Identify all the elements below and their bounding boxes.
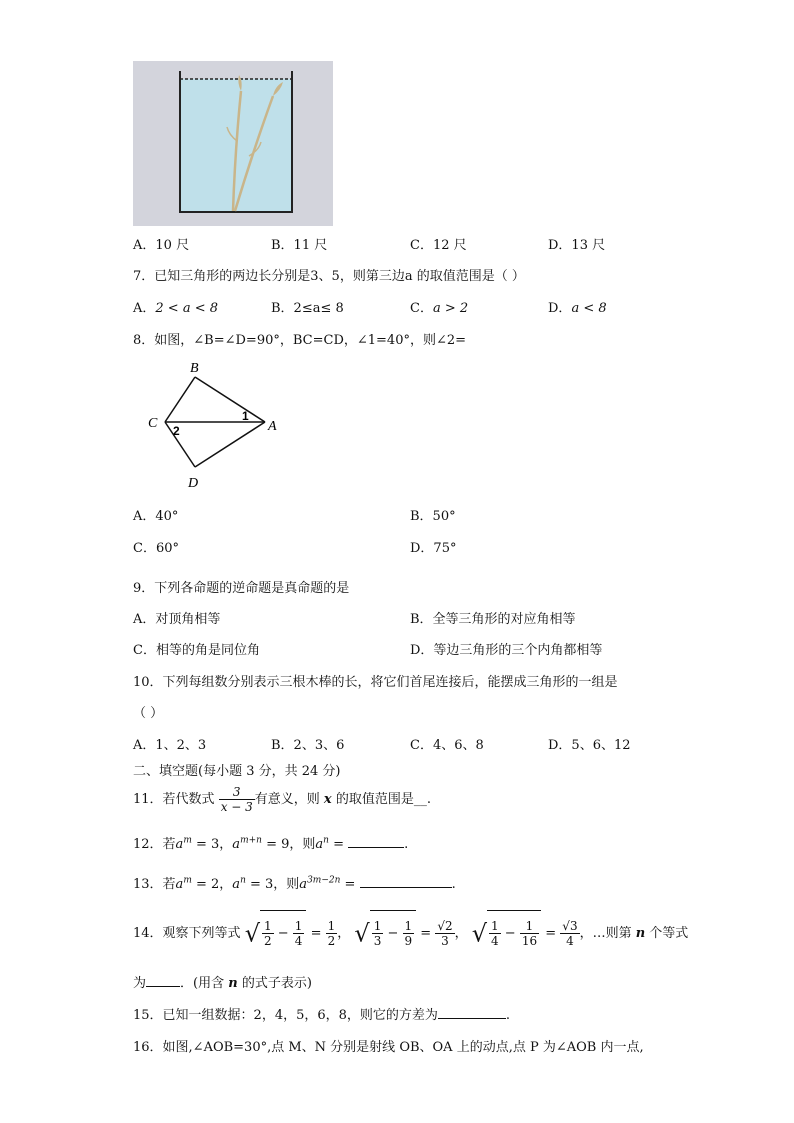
label-a: A: [268, 419, 277, 434]
q6-option-b: B．11 尺: [271, 238, 328, 253]
q12-exp3: n: [323, 835, 329, 846]
q8-option-a: A．40°: [133, 509, 179, 524]
q14-line2a: 为: [133, 976, 147, 991]
sqrt-icon: √: [354, 919, 370, 948]
q13-a3: a: [299, 877, 308, 892]
label-d: D: [188, 476, 199, 491]
q7-option-d-label: D．: [548, 301, 572, 316]
q14-f3a: 1: [491, 919, 499, 933]
q9-stem: 9．下列各命题的逆命题是真命题的是: [133, 581, 350, 596]
q11: [133, 780, 431, 820]
q15-stem: 15．已知一组数据：2，4，5，6，8，则它的方差为: [133, 1008, 438, 1023]
q14-r1d: 2: [327, 934, 336, 948]
q14-tail: ，…则第: [579, 926, 636, 941]
q14-f2c: 1: [404, 919, 413, 933]
q12-end: .: [404, 837, 409, 852]
q13-answer-blank[interactable]: [360, 875, 452, 888]
q11-suffix1: 有意义，则: [254, 792, 324, 807]
q10-option-a: A．1、2、3: [133, 738, 207, 753]
q8-stem: 8．如图，∠B=∠D=90°，BC=CD，∠1=40°，则∠2=: [133, 333, 467, 348]
label-b: B: [190, 361, 199, 376]
q11-prefix: 11．若代数式: [133, 792, 215, 807]
q12-eq3: =: [328, 837, 349, 852]
q8-figure: [140, 352, 290, 492]
q12-a1: a: [175, 837, 184, 852]
q13-prefix: 13．若: [133, 877, 176, 892]
q14-f1c: 1: [294, 919, 303, 933]
q10-stem: 10．下列每组数分别表示三根木棒的长，将它们首尾连接后，能摆成三角形的一组是: [133, 675, 618, 690]
q7-option-a: [133, 297, 218, 316]
segment-cd: [165, 422, 195, 467]
q11-suffix2: 的取值范围是__.: [331, 792, 431, 807]
q13-exp2: n: [240, 875, 246, 886]
q6-option-a: A．10 尺: [133, 238, 190, 253]
q14-n: n: [635, 926, 646, 941]
q14-f3d: 16: [521, 934, 538, 948]
q14-f3c: 1: [520, 919, 539, 934]
q14-prefix: 14．观察下列等式: [133, 926, 241, 941]
q14-r1n: 1: [327, 919, 336, 933]
q15: [133, 1004, 510, 1023]
q12-exp1: m: [183, 835, 192, 846]
q7-option-a-label: A．: [133, 301, 156, 316]
sqrt-icon: √: [244, 919, 260, 948]
q14-f1b: 2: [263, 934, 272, 948]
q10-option-b: B．2、3、6: [271, 738, 345, 753]
reed-in-pond-illustration: [133, 61, 333, 226]
q10-option-d: D．5、6、12: [548, 738, 631, 753]
q15-end: .: [505, 1008, 511, 1023]
q11-var: x: [323, 792, 332, 807]
q14-line2d: 的式子表示): [237, 976, 312, 991]
q14-f2b: 3: [373, 934, 382, 948]
q14-radicand-2: $\frac{1}{3}$ − $\frac{1}{9}$: [370, 910, 416, 957]
segment-da: [195, 422, 265, 467]
label-angle-2: 2: [173, 424, 180, 438]
section2-title: 二、填空题(每小题 3 分，共 24 分): [133, 764, 341, 779]
q13-eq2: = 3，则: [245, 877, 300, 892]
q14-radicand-1: $\frac{1}{2}$ − $\frac{1}{4}$: [260, 910, 306, 957]
q7-option-d: [548, 297, 607, 316]
q9-option-a: A．对顶角相等: [133, 612, 221, 627]
q9-option-d: D．等边三角形的三个内角都相等: [410, 643, 603, 658]
q7-option-c: [410, 297, 468, 316]
q13-eq1: = 2，: [191, 877, 233, 892]
q8-option-b: B．50°: [410, 509, 456, 524]
q9-option-c: C．相等的角是同位角: [133, 643, 260, 658]
q9-option-b: B．全等三角形的对应角相等: [410, 612, 576, 627]
reed-figure: [133, 61, 333, 226]
q14-f1d: 4: [294, 934, 303, 948]
q13-end: .: [451, 877, 456, 892]
q14-line2c: n: [228, 976, 238, 991]
q14-r3n: √3: [562, 919, 578, 933]
q14-r3d: 4: [566, 934, 574, 948]
q14-f2a: 1: [373, 919, 382, 933]
q7-option-d-math: a < 8: [571, 301, 607, 316]
q13: [133, 873, 456, 892]
q12-answer-blank[interactable]: [348, 835, 404, 848]
q14-answer-blank[interactable]: [146, 974, 180, 987]
kite-diagram: [140, 352, 290, 492]
q8-option-c: C．60°: [133, 541, 179, 556]
q6-option-c: C．12 尺: [410, 238, 467, 253]
q16-stem: 16．如图,∠AOB=30°,点 M、N 分别是射线 OB、OA 上的动点,点 P 为∠AOB 内一点,: [133, 1040, 644, 1055]
q13-exp1: m: [183, 875, 192, 886]
q13-a2: a: [232, 877, 241, 892]
q14-f1a: 1: [263, 919, 272, 933]
q13-eq3: =: [340, 877, 360, 892]
q10-option-c: C．4、6、8: [410, 738, 484, 753]
q14-f3b: 4: [491, 934, 499, 948]
label-c: C: [148, 416, 158, 431]
q15-answer-blank[interactable]: [438, 1006, 506, 1019]
q14: 14．观察下列等式 √ $\frac{1}{2}$ − $\frac{1}{4}$ = $\frac{1}{2}$ ， √ $\frac{1}{3}$ − $\frac{1}{9}$ = $\frac{√2}{3}$ ， √ $\frac{1}{4}$ − $\frac{1}{16}$ = $\frac{√3}{4}$ ，…则第 n 个等式: [133, 910, 688, 957]
q12-prefix: 12．若: [133, 837, 176, 852]
label-angle-1: 1: [242, 409, 249, 423]
sqrt-icon: √: [471, 919, 488, 948]
q8-option-d: D．75°: [410, 541, 457, 556]
q7-option-a-math: 2 < a < 8: [155, 301, 218, 316]
q7-option-b: B．2≤a≤ 8: [271, 301, 344, 316]
q14-r2n: √2: [437, 919, 453, 933]
q11-num: 3: [219, 785, 255, 800]
q12-a2: a: [232, 837, 241, 852]
q12-a3: a: [315, 837, 324, 852]
q7-option-c-math: a > 2: [432, 301, 469, 316]
q7-stem: 7．已知三角形的两边长分别是3、5，则第三边a 的取值范围是（ ）: [133, 269, 525, 284]
q10-paren: （ ）: [133, 706, 164, 721]
q12: [133, 833, 408, 852]
segment-ba: [195, 377, 265, 422]
q14-tail2: 个等式: [645, 926, 689, 941]
segment-cb: [165, 377, 195, 422]
q11-den: x − 3: [220, 800, 253, 814]
q13-a1: a: [175, 877, 184, 892]
q14-line2b: ．(用含: [180, 976, 229, 991]
q14-line2: [133, 972, 312, 991]
q14-r2d: 3: [441, 934, 449, 948]
q12-eq2: = 9，则: [261, 837, 316, 852]
q14-f2d: 9: [404, 934, 413, 948]
q11-fraction: [219, 785, 255, 814]
q6-option-d: D．13 尺: [548, 238, 606, 253]
q13-exp3: 3m−2n: [307, 875, 341, 886]
q7-option-c-label: C．: [410, 301, 433, 316]
q12-eq1: = 3，: [191, 837, 233, 852]
q12-exp2: m+n: [240, 835, 262, 846]
q14-radicand-3: $\frac{1}{4}$ − $\frac{1}{16}$: [487, 910, 541, 957]
